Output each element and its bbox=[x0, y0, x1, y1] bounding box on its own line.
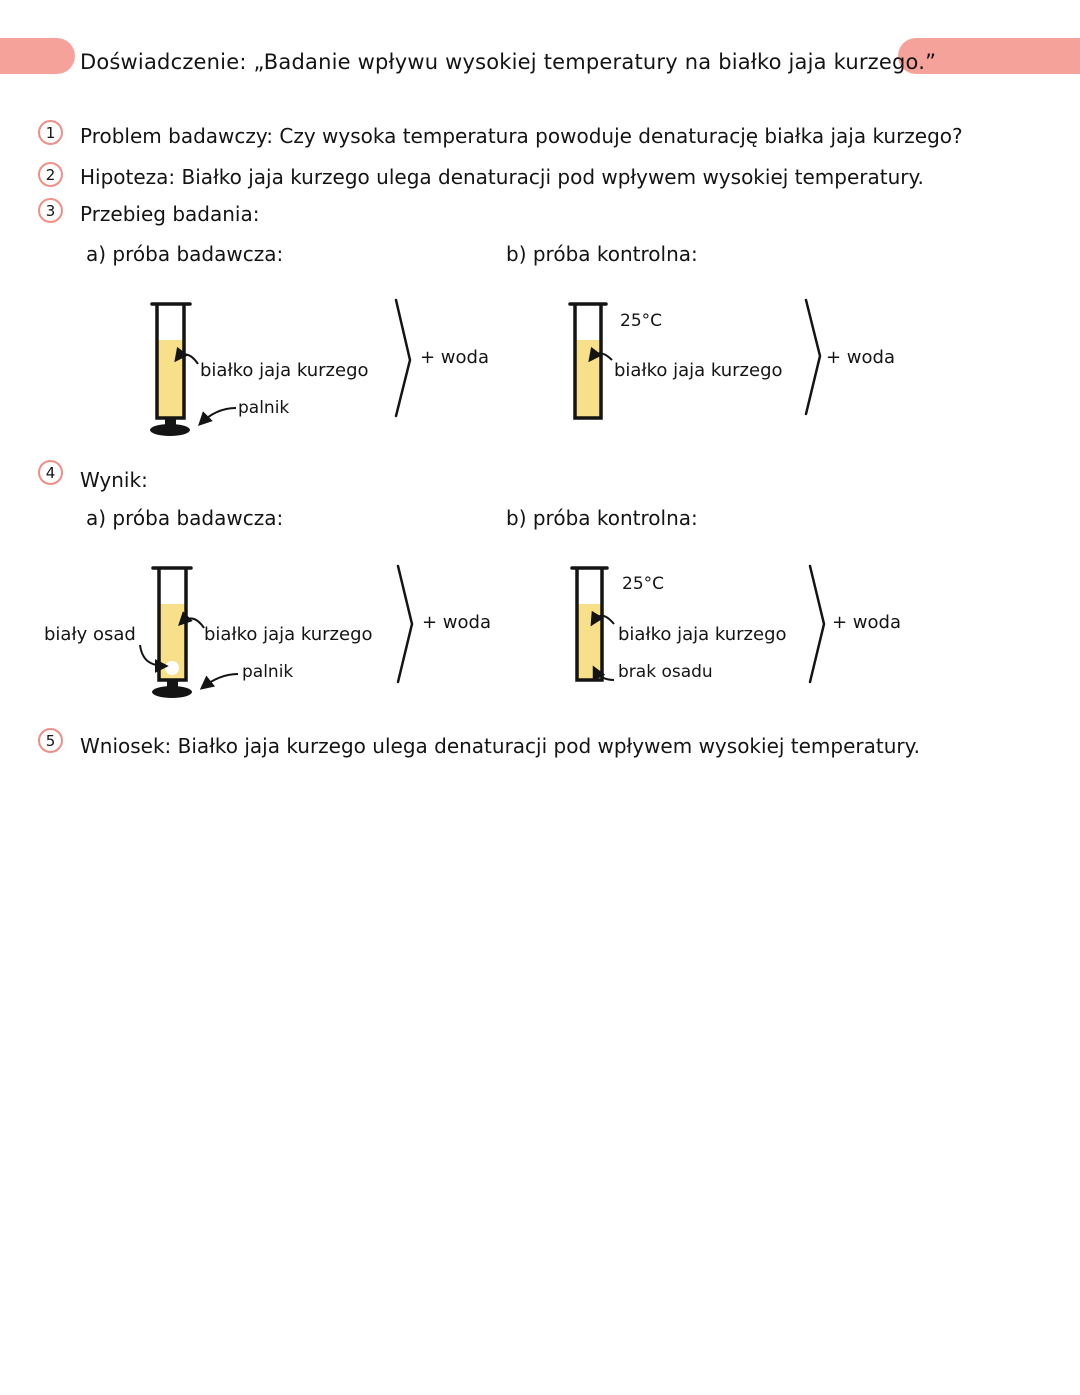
result-no-precipitate-label: brak osadu bbox=[618, 662, 713, 682]
step-number-badge: 3 bbox=[38, 198, 63, 223]
bracket bbox=[398, 566, 412, 682]
egg-white-liquid bbox=[575, 340, 601, 418]
problem-text: Czy wysoka temperatura powoduje denaturację białka jaja kurzego? bbox=[279, 124, 963, 148]
procedure-test-addition: + woda bbox=[420, 347, 489, 368]
procedure-control-sample-label: białko jaja kurzego bbox=[614, 360, 783, 381]
problem-label: Problem badawczy: bbox=[80, 124, 273, 148]
procedure-control-addition: + woda bbox=[826, 347, 895, 368]
result-test-burner-label: palnik bbox=[242, 662, 294, 682]
procedure-test-heading: a) próba badawcza: bbox=[86, 242, 284, 266]
procedure-burner bbox=[150, 418, 190, 436]
arrow-to-burner bbox=[202, 674, 238, 688]
result-test-heading: a) próba badawcza: bbox=[86, 506, 284, 530]
arrow-to-burner bbox=[200, 408, 236, 424]
step-number-badge: 5 bbox=[38, 728, 63, 753]
result-precipitate-label: biały osad bbox=[44, 624, 136, 645]
white-precipitate bbox=[165, 661, 179, 675]
procedure-test-burner-label: palnik bbox=[238, 398, 290, 418]
procedure-test-tube bbox=[152, 304, 190, 418]
bracket bbox=[810, 566, 824, 682]
result-test-sample-label: białko jaja kurzego bbox=[204, 624, 373, 645]
procedure-control-temperature: 25°C bbox=[620, 311, 663, 331]
page-title: Doświadczenie: „Badanie wpływu wysokiej temperatury na białko jaja kurzego.” bbox=[80, 50, 937, 74]
conclusion-text: Białko jaja kurzego ulega denaturacji pod wpływem wysokiej temperatury. bbox=[177, 734, 920, 758]
hypothesis-label: Hipoteza: bbox=[80, 165, 176, 189]
step-number-badge: 4 bbox=[38, 460, 63, 485]
result-test-addition: + woda bbox=[422, 612, 491, 633]
step-number-badge: 2 bbox=[38, 162, 63, 187]
egg-white-liquid bbox=[157, 340, 184, 418]
procedure-control-heading: b) próba kontrolna: bbox=[506, 242, 698, 266]
hypothesis-text: Białko jaja kurzego ulega denaturacji pod wpływem wysokiej temperatury. bbox=[181, 165, 924, 189]
procedure-control-tube bbox=[570, 304, 606, 418]
result-control-temperature: 25°C bbox=[622, 574, 665, 594]
bracket bbox=[806, 300, 820, 414]
result-control-tube bbox=[572, 568, 607, 680]
result-burner bbox=[152, 680, 192, 698]
step-number-badge: 1 bbox=[38, 120, 63, 145]
result-test-tube bbox=[153, 568, 191, 680]
result-control-sample-label: białko jaja kurzego bbox=[618, 624, 787, 645]
conclusion-label: Wniosek: bbox=[80, 734, 172, 758]
result-label: Wynik: bbox=[80, 468, 148, 492]
bracket bbox=[396, 300, 410, 416]
procedure-label: Przebieg badania: bbox=[80, 202, 260, 226]
egg-white-liquid bbox=[577, 604, 602, 680]
procedure-test-sample-label: białko jaja kurzego bbox=[200, 360, 369, 381]
result-control-heading: b) próba kontrolna: bbox=[506, 506, 698, 530]
result-control-addition: + woda bbox=[832, 612, 901, 633]
